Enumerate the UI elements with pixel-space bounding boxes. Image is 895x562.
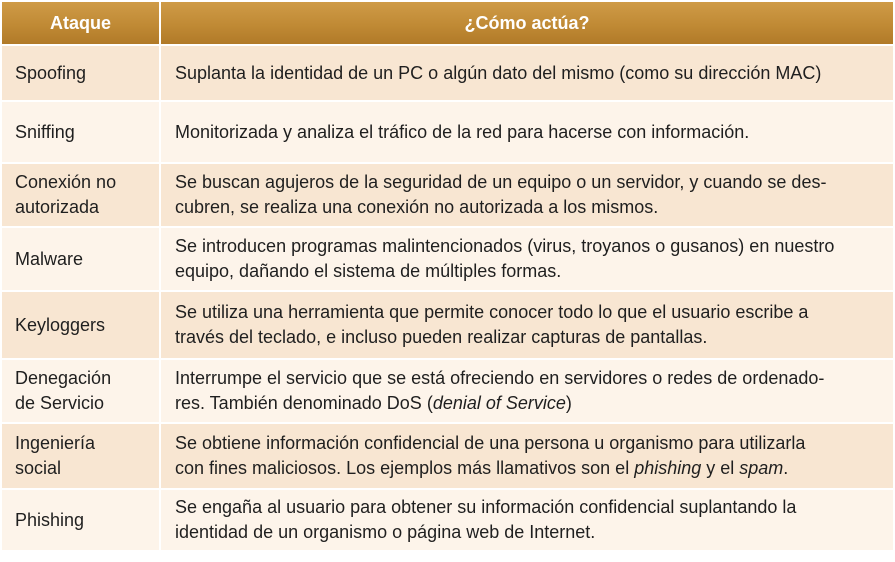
table-row	[2, 290, 893, 358]
attack-name-line: Conexión no	[15, 172, 117, 192]
attack-description-cell	[161, 162, 893, 226]
table-body	[2, 44, 893, 550]
table-row	[2, 488, 893, 550]
attack-name-line: Keyloggers	[15, 314, 106, 335]
table-row	[2, 422, 893, 488]
attack-description-line: identidad de un organismo o página web de Internet.	[175, 522, 596, 542]
attack-name-line: Ingeniería	[15, 433, 96, 453]
attack-description-line: Se introducen programas malintencionados (virus, troyanos o gusanos) en nuestro	[175, 236, 835, 256]
attack-name-cell	[2, 44, 161, 100]
attack-description-line: cubren, se realiza una conexión no autorizada a los mismos.	[175, 197, 659, 217]
attack-description-line: equipo, dañando el sistema de múltiples formas.	[175, 261, 562, 281]
attack-description-line: Se engaña al usuario para obtener su información confidencial suplantando la	[175, 497, 797, 517]
attack-name-line: Phishing	[15, 509, 85, 530]
attacks-table	[2, 2, 893, 550]
attack-description-cell	[161, 226, 893, 290]
attack-description-cell	[161, 100, 893, 162]
header-how-it-acts: ¿Cómo actúa?	[161, 2, 893, 44]
attack-name-cell	[2, 422, 161, 488]
attack-description-line: Se buscan agujeros de la seguridad de un equipo o un servidor, y cuando se des-	[175, 172, 827, 192]
attack-name-line: Denegación	[15, 368, 112, 388]
attack-description-line: Suplanta la identidad de un PC o algún dato del mismo (como su dirección MAC)	[175, 62, 822, 83]
attack-description-cell	[161, 488, 893, 550]
header-attack: Ataque	[2, 2, 161, 44]
attack-name-line: Spoofing	[15, 62, 87, 83]
attack-name-line: Sniffing	[15, 121, 75, 142]
attack-name-line: social	[15, 458, 62, 478]
attack-description-cell	[161, 358, 893, 422]
attack-name-line: Malware	[15, 248, 84, 269]
attack-name-cell	[2, 100, 161, 162]
table-header-row	[2, 2, 893, 44]
attack-description-cell	[161, 290, 893, 358]
table-row	[2, 100, 893, 162]
attack-name-cell	[2, 488, 161, 550]
attack-description-line: res. También denominado DoS (denial of Service)	[175, 393, 572, 413]
italic-term: denial of Service	[432, 393, 566, 413]
table-row	[2, 358, 893, 422]
italic-term: spam	[739, 458, 784, 478]
italic-term: phishing	[634, 458, 702, 478]
attack-description-line: Interrumpe el servicio que se está ofreciendo en servidores o redes de ordenado-	[175, 368, 825, 388]
attack-name-cell	[2, 162, 161, 226]
attack-description-line: través del teclado, e incluso pueden realizar capturas de pantallas.	[175, 327, 708, 347]
table-row	[2, 162, 893, 226]
attack-name-cell	[2, 226, 161, 290]
table-row	[2, 44, 893, 100]
attack-name-cell	[2, 358, 161, 422]
attack-description-line: Monitorizada y analiza el tráfico de la red para hacerse con información.	[175, 121, 750, 142]
attack-description-cell	[161, 44, 893, 100]
attack-description-line: con fines maliciosos. Los ejemplos más llamativos son el phishing y el spam.	[175, 458, 789, 478]
attack-name-line: autorizada	[15, 197, 100, 217]
attack-description-line: Se obtiene información confidencial de una persona u organismo para utilizarla	[175, 433, 806, 453]
table-row	[2, 226, 893, 290]
attack-description-cell	[161, 422, 893, 488]
attack-name-line: de Servicio	[15, 393, 105, 413]
attack-name-cell	[2, 290, 161, 358]
attack-description-line: Se utiliza una herramienta que permite conocer todo lo que el usuario escribe a	[175, 302, 809, 322]
